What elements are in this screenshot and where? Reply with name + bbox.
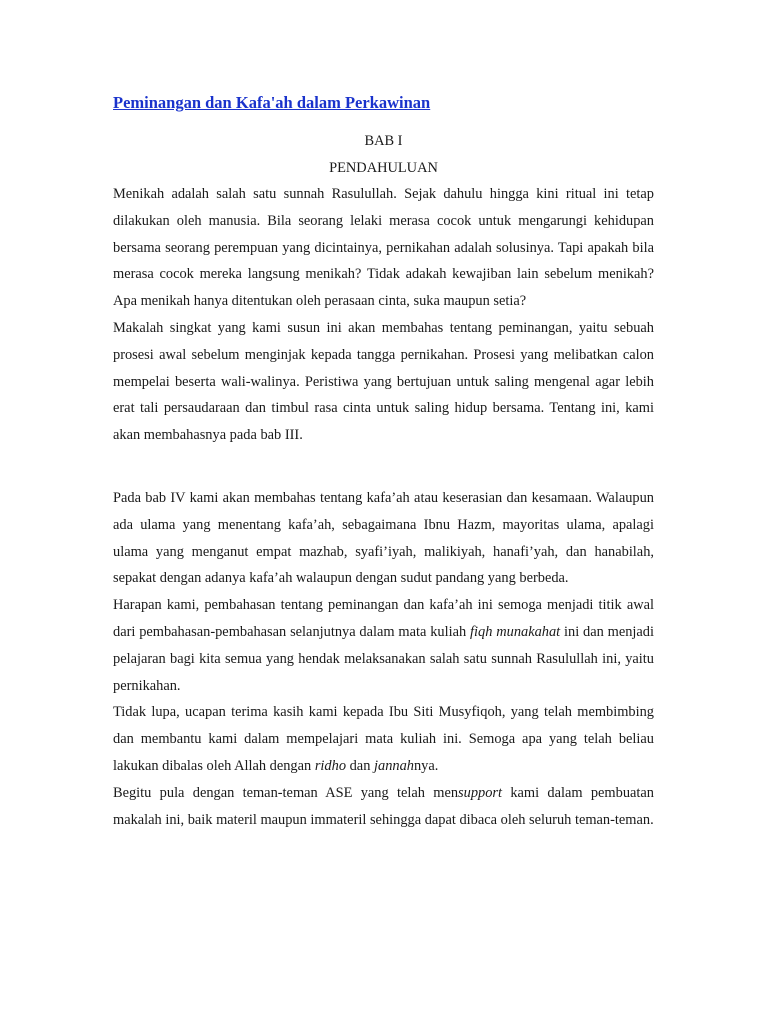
paragraph-harapan-italic: fiqh munakahat bbox=[470, 623, 561, 640]
paragraph-peminangan: Makalah singkat yang kami susun ini akan membahas tentang peminangan, yaitu sebuah prosesi awal sebelum menginjak kepada tangga pernikahan. Prosesi yang melibatkan calon mempelai beserta wali-walinya. Peristiwa yang bertujuan untuk saling mengenal agar lebih erat tali persaudaraan dan timbul rasa cinta untuk saling hidup bersama. Tentang ini, kami akan membahasnya pada bab III. bbox=[113, 319, 654, 444]
paragraph-terima-kasih-text-a: Tidak lupa, ucapan terima kasih kami kepada Ibu Siti Musyfiqoh, yang telah membimbing dan membantu kami dalam mempelajari mata kuliah ini. Semoga apa yang telah beliau lakukan dibalas oleh Allah dengan bbox=[113, 704, 654, 774]
document-page bbox=[113, 92, 654, 833]
paragraph-teman-italic: support bbox=[458, 784, 503, 801]
paragraph-gap bbox=[113, 449, 654, 485]
paragraph-teman-text-b: kami dalam pembuatan makalah ini, baik materil maupun immateril sehingga dapat dibaca oleh seluruh teman-teman. bbox=[113, 784, 654, 828]
paragraph-harapan bbox=[113, 592, 654, 699]
paragraph-harapan-text-b: ini dan menjadi pelajaran bagi kita semua yang hendak melaksanakan salah satu sunnah Rasulullah ini, yaitu pernikahan. bbox=[113, 623, 654, 694]
paragraph-teman-text-a: Begitu pula dengan teman-teman ASE yang telah men bbox=[113, 784, 459, 801]
paragraph-terima-kasih-text-b: dan bbox=[346, 757, 374, 774]
paragraph-harapan-text-a: Harapan kami, pembahasan tentang peminangan dan kafa’ah ini semoga menjadi titik awal dari pembahasan-pembahasan selanjutnya dalam mata kuliah bbox=[113, 597, 654, 640]
paragraph-terima-kasih-italic-ridho: ridho bbox=[314, 757, 347, 774]
paragraph-terima-kasih bbox=[113, 699, 654, 779]
chapter-number: BAB I bbox=[364, 133, 403, 149]
paragraph-terima-kasih-italic-jannah: jannah bbox=[374, 757, 414, 774]
paragraph-terima-kasih-text-c: nya. bbox=[413, 757, 439, 774]
paragraph-teman bbox=[113, 780, 654, 834]
paragraph-kafaah: Pada bab IV kami akan membahas tentang kafa’ah atau keserasian dan kesamaan. Walaupun ada ulama yang menentang kafa’ah, sebagaimana Ibnu Hazm, mayoritas ulama, apalagi ulama yang menganut empat mazhab, syafi’iyah, malikiyah, hanafi’yah, dan hanabilah, sepakat dengan adanya kafa’ah walaupun dengan sudut pandang yang berbeda. bbox=[113, 489, 654, 587]
document-title-link[interactable]: Peminangan dan Kafa'ah dalam Perkawinan bbox=[113, 93, 431, 112]
chapter-title: PENDAHULUAN bbox=[329, 159, 438, 176]
paragraph-intro: Menikah adalah salah satu sunnah Rasulullah. Sejak dahulu hingga kini ritual ini tetap dilakukan oleh manusia. Bila seorang lelaki merasa cocok untuk mengarungi kehidupan bersama seorang perempuan yang dicintainya, pernikahan adalah solusinya. Tapi apakah bila merasa cocok mereka langsung menikah? Tidak adakah kewajiban lain sebelum menikah? Apa menikah hanya ditentukan oleh perasaan cinta, suka maupun setia? bbox=[113, 186, 654, 310]
